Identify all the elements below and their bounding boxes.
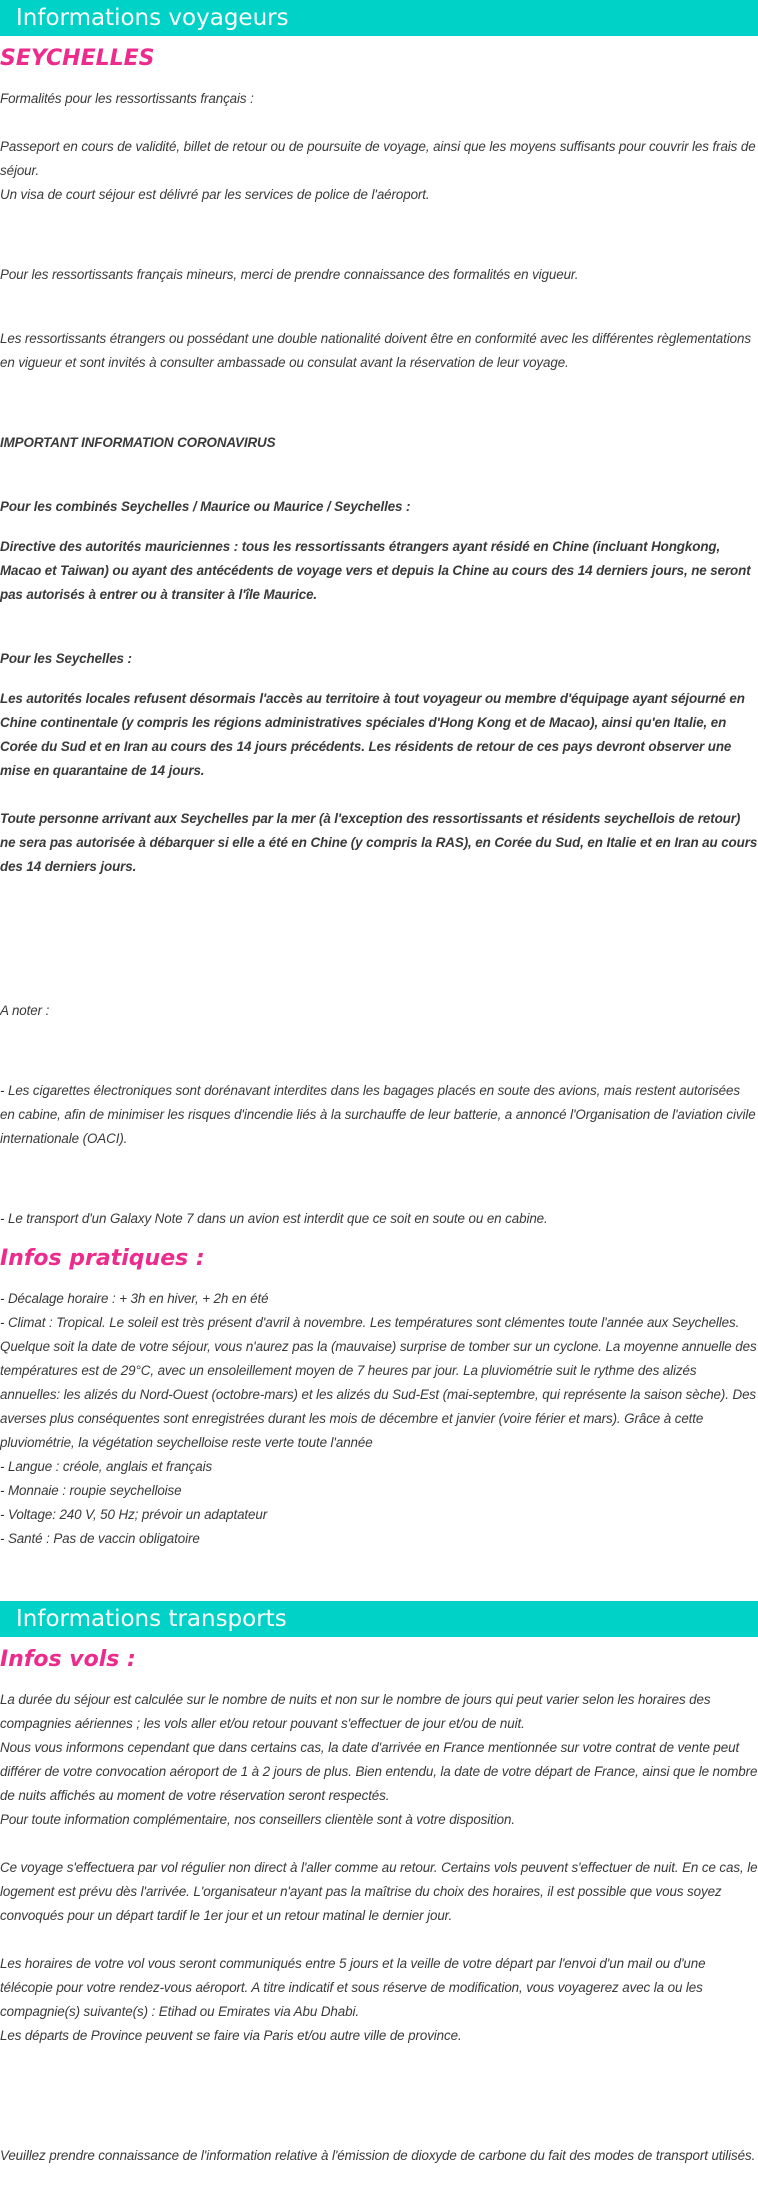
informons-text: Nous vous informons cependant que dans certains cas, la date d'arrivée en France mentionnée sur votre contrat de vente peut différer de votre convocation aéroport de 1 à 2 jours de plus. Bien entendu, la date de votre départ de France, ainsi que le nombre de nuits affichés au moment de votre réservation seront respectés. bbox=[0, 1740, 758, 1803]
coronavirus-title: IMPORTANT INFORMATION CORONAVIRUS bbox=[0, 435, 276, 450]
decalage-item: - Décalage horaire : + 3h en hiver, + 2h en été bbox=[0, 1291, 269, 1306]
mineurs-text: Pour les ressortissants français mineurs, merci de prendre connaissance des formalités en vigueur. bbox=[0, 267, 579, 282]
langue-item: - Langue : créole, anglais et français bbox=[0, 1459, 213, 1474]
voltage-item: - Voltage: 240 V, 50 Hz; prévoir un adaptateur bbox=[0, 1507, 268, 1522]
cigarettes-text: - Les cigarettes électroniques sont dorénavant interdites dans les bagages placés en soute des avions, mais restent autorisées en cabine, afin de minimiser les risques d'incendie liés à la surchauffe de leur batterie, a annoncé l'Organisation de l'aviation civile internationale (OACI). bbox=[0, 1083, 756, 1146]
country-title: SEYCHELLES bbox=[0, 46, 155, 71]
mer-text: Toute personne arrivant aux Seychelles par la mer (à l'exception des ressortissants et résidents seychellois de retour) ne sera pas autorisée à débarquer si elle a été en Chine (y compris la RAS), en Corée du Sud, en Italie et en Iran au cours des 14 derniers jours. bbox=[0, 811, 758, 874]
conseillers-text: Pour toute information complémentaire, nos conseillers clientèle sont à votre disposition. bbox=[0, 1812, 515, 1827]
vols-block bbox=[0, 1688, 758, 1832]
pratiques-title: Infos pratiques : bbox=[0, 1246, 205, 1271]
regulier-text: Ce voyage s'effectuera par vol régulier non direct à l'aller comme au retour. Certains vols peuvent s'effectuer de nuit. En ce cas, le logement est prévu dès l'arrivée. L'organisateur n'ayant pas la maîtrise du choix des horaires, il est possible que vous soyez convoqués pour un départ tardif le 1er jour et un retour matinal le dernier jour. bbox=[0, 1860, 758, 1923]
seychelles-title: Pour les Seychelles : bbox=[0, 651, 132, 666]
etrangers-text: Les ressortissants étrangers ou possédant une double nationalité doivent être en conformité avec les différentes règlementations en vigueur et sont invités à consulter ambassade ou consulat avant la réservation de leur voyage. bbox=[0, 331, 751, 370]
monnaie-item: - Monnaie : roupie seychelloise bbox=[0, 1483, 182, 1498]
galaxy-text: - Le transport d'un Galaxy Note 7 dans un avion est interdit que ce soit en soute ou en cabine. bbox=[0, 1211, 548, 1226]
formalites-block bbox=[0, 135, 758, 207]
combines-title: Pour les combinés Seychelles / Maurice ou Maurice / Seychelles : bbox=[0, 499, 411, 514]
visa-text: Un visa de court séjour est délivré par les services de police de l'aéroport. bbox=[0, 187, 430, 202]
horaires-block bbox=[0, 1952, 758, 2048]
climat-item: - Climat : Tropical. Le soleil est très présent d'avril à novembre. Les températures sont clémentes toute l'année aux Seychelles. Quelque soit la date de votre séjour, vous n'aurez pas la (mauvaise) surprise de tomber sur un cyclone. La moyenne annuelle des températures est de 29°C, avec un ensoleillement moyen de 7 heures par jour. La pluviométrie suit le rythme des alizés annuelles: les alizés du Nord-Ouest (octobre-mars) et les alizés du Sud-Est (mai-septembre, qui représente la saison sèche). Des averses plus conséquentes sont enregistrées durant les mois de décembre et janvier (voire férier et mars). Grâce à cette pluviométrie, la végétation seychelloise reste verte toute l'année bbox=[0, 1315, 757, 1450]
formalites-title: Formalités pour les ressortissants français : bbox=[0, 91, 254, 106]
dioxyde-text: Veuillez prendre connaissance de l'information relative à l'émission de dioxyde de carbone du fait des modes de transport utilisés. bbox=[0, 2148, 756, 2163]
passeport-text: Passeport en cours de validité, billet de retour ou de poursuite de voyage, ainsi que les moyens suffisants pour couvrir les frais de séjour. bbox=[0, 139, 756, 178]
horaires-text: Les horaires de votre vol vous seront communiqués entre 5 jours et la veille de votre départ par l'envoi d'un mail ou d'une télécopie pour votre rendez-vous aéroport. A titre indicatif et sous réserve de modification, vous voyagerez avec la ou les compagnie(s) suivante(s) : Etihad ou Emirates via Abu Dhabi. bbox=[0, 1956, 706, 2019]
province-text: Les départs de Province peuvent se faire via Paris et/ou autre ville de province. bbox=[0, 2028, 462, 2043]
a-noter-title: A noter : bbox=[0, 1003, 50, 1018]
autorites-text: Les autorités locales refusent désormais l'accès au territoire à tout voyageur ou membre d'équipage ayant séjourné en Chine continentale (y compris les régions administratives spéciales d'Hong Kong et de Macao), ainsi qu'en Italie, en Corée du Sud et en Iran au cours des 14 jours précédents. Les résidents de retour de ces pays devront observer une mise en quarantaine de 14 jours. bbox=[0, 691, 745, 778]
vols-title: Infos vols : bbox=[0, 1647, 136, 1672]
sante-item: - Santé : Pas de vaccin obligatoire bbox=[0, 1531, 200, 1546]
duree-text: La durée du séjour est calculée sur le nombre de nuits et non sur le nombre de jours qui peut varier selon les horaires des compagnies aériennes ; les vols aller et/ou retour pouvant s'effectuer de jour et/ou de nuit. bbox=[0, 1692, 711, 1731]
transports-banner: Informations transports bbox=[0, 1601, 758, 1637]
voyageurs-banner: Informations voyageurs bbox=[0, 0, 758, 36]
pratiques-list bbox=[0, 1287, 758, 1551]
directive-text: Directive des autorités mauriciennes : tous les ressortissants étrangers ayant résidé en Chine (incluant Hongkong, Macao et Taiwan) ou ayant des antécédents de voyage vers et depuis la Chine au cours des 14 derniers jours, ne seront pas autorisés à entrer ou à transiter à l'île Maurice. bbox=[0, 539, 751, 602]
